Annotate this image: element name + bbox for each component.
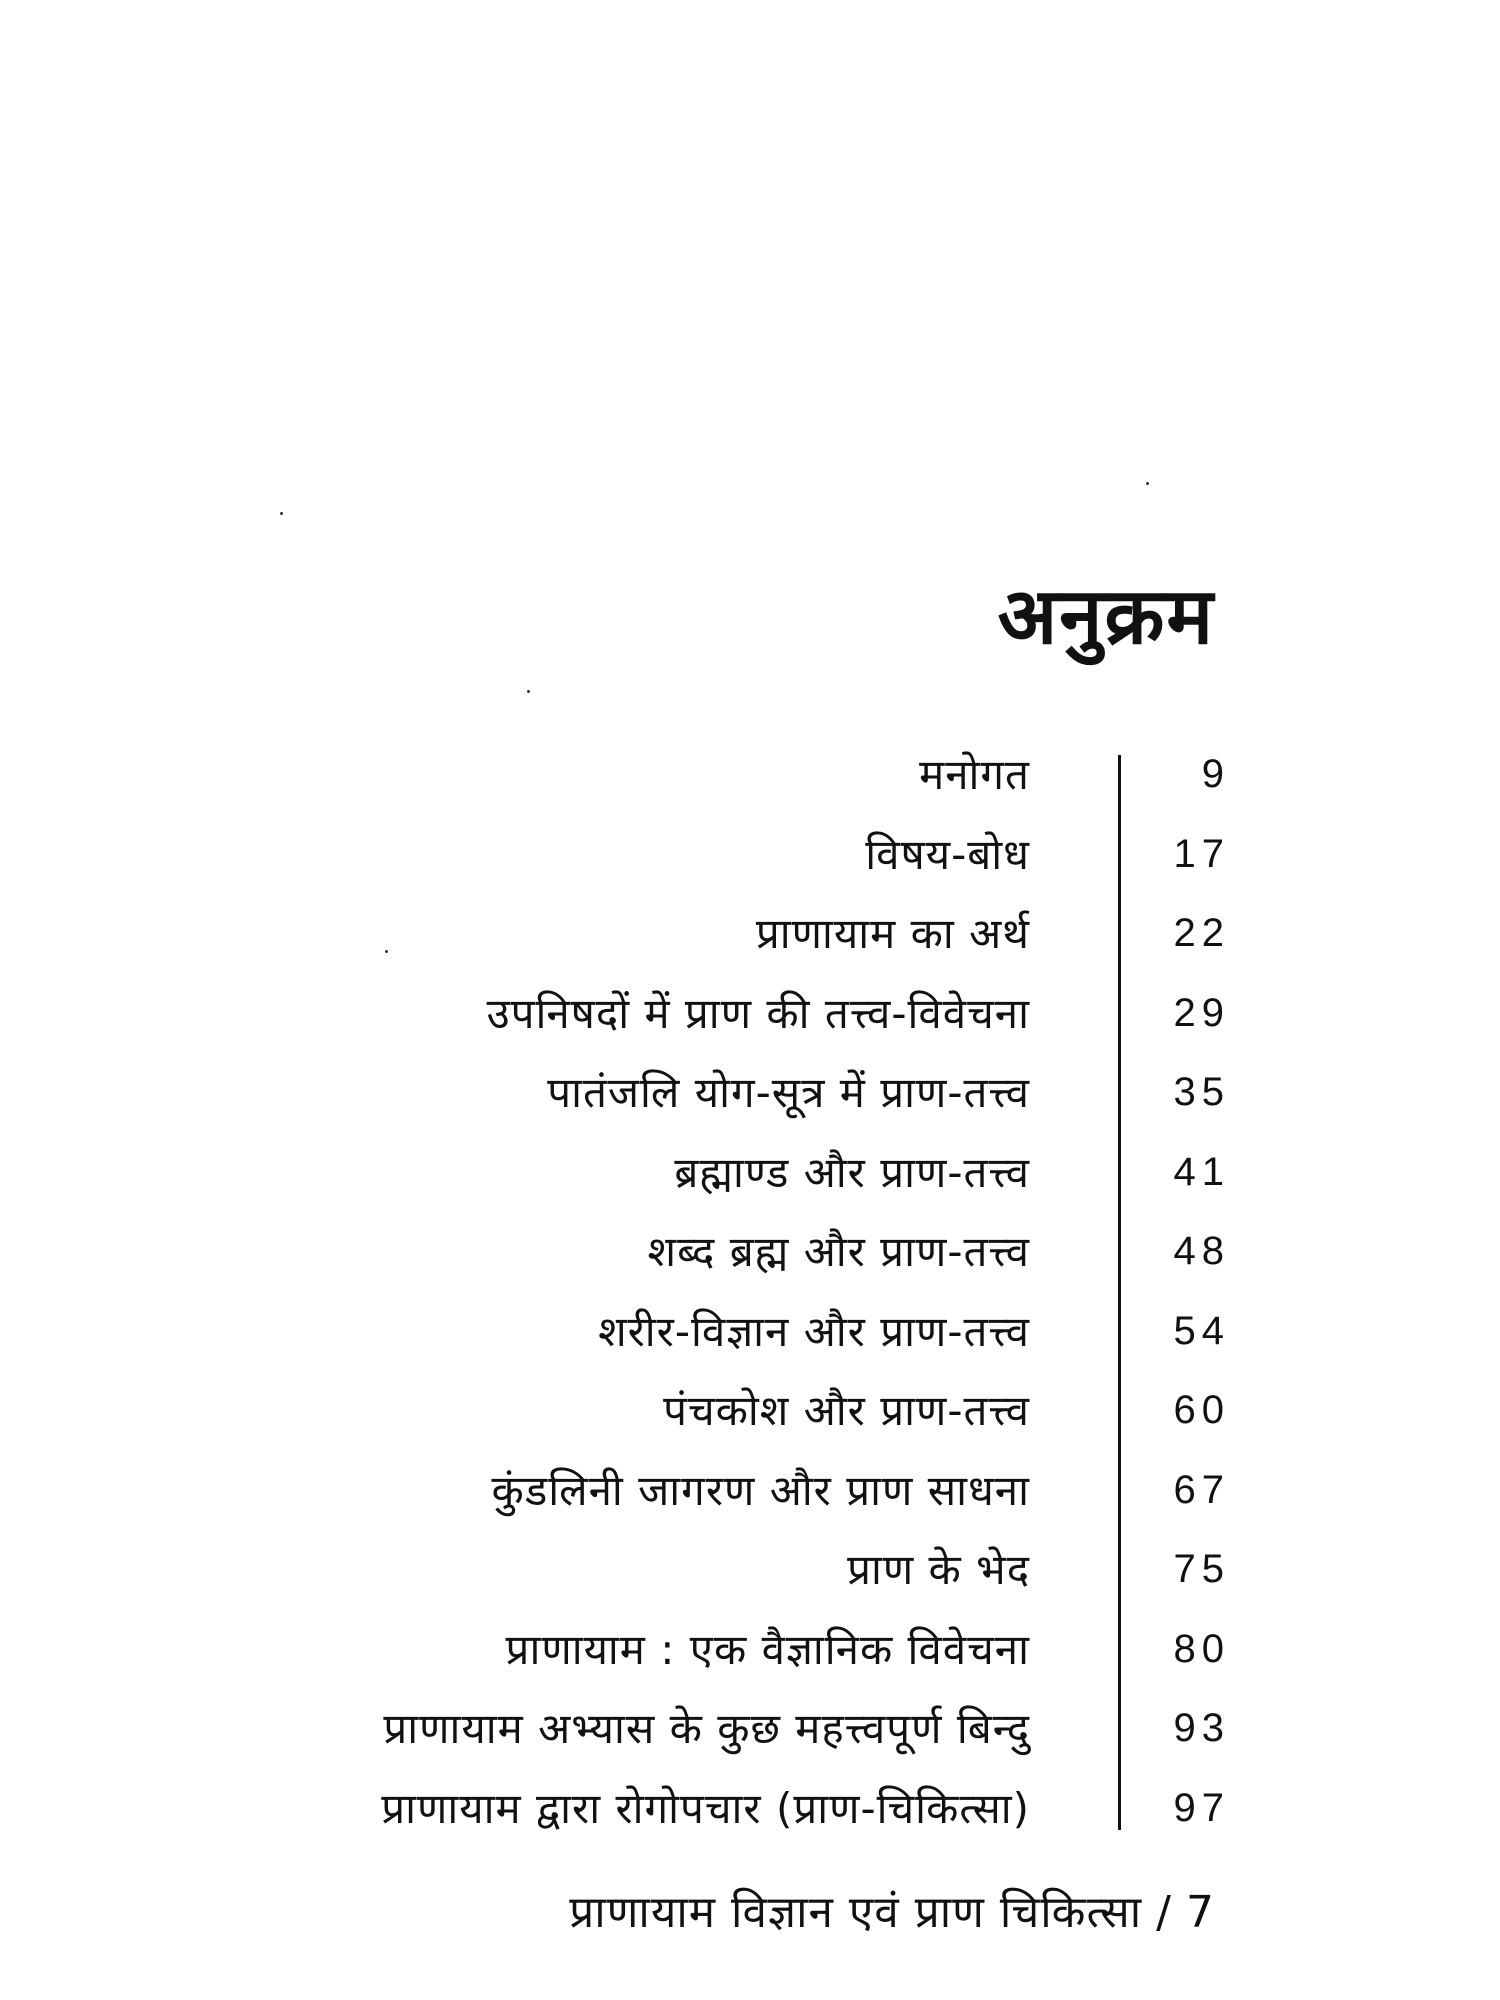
toc-entry	[280, 815, 1240, 895]
toc-entry-title: ब्रह्माण्ड और प्राण-तत्त्व	[674, 1147, 1030, 1197]
toc-entry-title: उपनिषदों में प्राण की तत्त्व-विवेचना	[486, 988, 1030, 1038]
table-of-contents	[280, 735, 1240, 1848]
toc-entry-title: प्राणायाम का अर्थ	[755, 909, 1030, 958]
toc-entry-title: विषय-बोध	[865, 829, 1030, 879]
toc-entry	[280, 894, 1240, 974]
toc-entry-page-number: 93	[1173, 1706, 1230, 1750]
toc-entry-page-number: 29	[1173, 990, 1230, 1035]
toc-entry	[280, 735, 1240, 815]
toc-entry-title: प्राणायाम अभ्यास के कुछ महत्त्वपूर्ण बिन्दु	[383, 1704, 1030, 1753]
toc-entry-page-number: 80	[1173, 1626, 1230, 1671]
toc-entry	[280, 1371, 1240, 1451]
footer-book-title: प्राणायाम विज्ञान एवं प्राण चिकित्सा	[569, 1887, 1143, 1938]
toc-entry	[280, 974, 1240, 1054]
page-footer	[569, 1880, 1215, 1940]
toc-entry-title: प्राणायाम : एक वैज्ञानिक विवेचना	[505, 1624, 1030, 1674]
scan-speck	[280, 512, 283, 515]
toc-entry	[280, 1689, 1240, 1769]
scan-speck	[1146, 482, 1149, 485]
toc-entry-title: पातंजलि योग-सूत्र में प्राण-तत्त्व	[547, 1068, 1030, 1117]
toc-entry-page-number: 17	[1173, 831, 1230, 876]
toc-entry-page-number: 35	[1173, 1070, 1230, 1114]
toc-entry-page-number: 48	[1173, 1229, 1230, 1273]
toc-entry	[280, 1769, 1240, 1849]
toc-entry-page-number: 75	[1173, 1547, 1230, 1591]
toc-entry-title: शब्द ब्रह्म और प्राण-तत्त्व	[647, 1227, 1030, 1276]
toc-entry	[280, 1610, 1240, 1690]
toc-entry-page-number: 41	[1173, 1149, 1230, 1194]
toc-entry	[280, 1451, 1240, 1531]
toc-entry-title: शरीर-विज्ञान और प्राण-तत्त्व	[598, 1306, 1030, 1356]
toc-entry-page-number: 9	[1201, 752, 1230, 796]
footer-separator: /	[1156, 1887, 1172, 1938]
toc-entry-title: कुंडलिनी जागरण और प्राण साधना	[491, 1465, 1030, 1515]
toc-entry-page-number: 67	[1173, 1467, 1230, 1512]
toc-entry-title: मनोगत	[919, 750, 1030, 799]
toc-entry	[280, 1053, 1240, 1133]
toc-entry-title: प्राण के भेद	[847, 1545, 1030, 1594]
toc-entry	[280, 1212, 1240, 1292]
toc-entry	[280, 1292, 1240, 1372]
toc-entry-page-number: 60	[1173, 1388, 1230, 1432]
toc-entry	[280, 1530, 1240, 1610]
footer-page-number: 7	[1186, 1887, 1215, 1938]
scan-speck	[527, 690, 530, 693]
toc-entry-page-number: 22	[1173, 911, 1230, 955]
toc-entry-page-number: 54	[1173, 1308, 1230, 1353]
toc-entry	[280, 1133, 1240, 1213]
toc-entry-title: पंचकोश और प्राण-तत्त्व	[663, 1386, 1030, 1435]
contents-heading: अनुक्रम	[997, 572, 1215, 662]
toc-entry-page-number: 97	[1173, 1785, 1230, 1830]
toc-entry-title: प्राणायाम द्वारा रोगोपचार (प्राण-चिकित्सा)	[381, 1783, 1030, 1833]
